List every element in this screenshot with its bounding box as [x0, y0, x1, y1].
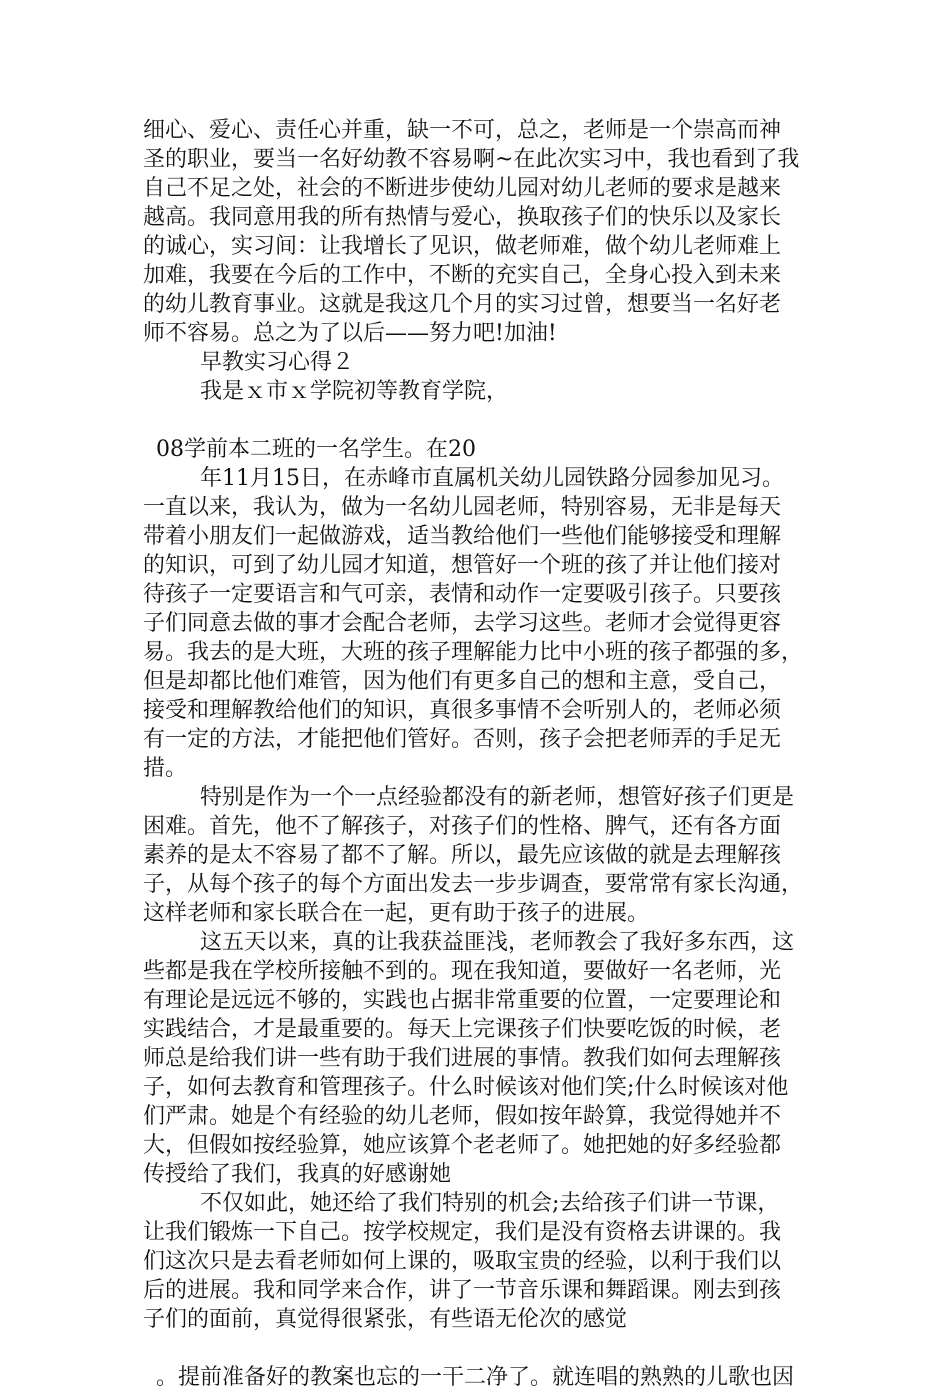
text-line: 的幼儿教育事业。这就是我这几个月的实习过曾，想要当一名好老: [143, 292, 782, 317]
text-line: 让我们锻炼一下自己。按学校规定，我们是没有资格去讲课的。我: [143, 1220, 782, 1245]
paragraph-5: [143, 1189, 823, 1334]
text-line: 细心、爱心、责任心并重，缺一不可，总之，老师是一个崇高而神: [143, 118, 782, 143]
blank-line: [143, 1334, 823, 1363]
text-line: 接受和理解教给他们的知识，真很多事情不会听别人的，老师必须: [143, 698, 782, 723]
text-line: 越高。我同意用我的所有热情与爱心，换取孩子们的快乐以及家长: [143, 205, 782, 230]
paragraph-4: [143, 928, 823, 1189]
text-line: 自己不足之处，社会的不断进步使幼儿园对幼儿老师的要求是越来: [143, 176, 782, 201]
text-line: 们严肃。她是个有经验的幼儿老师，假如按年龄算，我觉得她并不: [143, 1104, 782, 1129]
text-line: 些都是我在学校所接触不到的。现在我知道，要做好一名老师，光: [143, 959, 782, 984]
final-line: 。提前准备好的教案也忘的一干二净了。就连唱的熟熟的儿歌也因: [156, 1365, 795, 1390]
text-line: 一直以来，我认为，做为一名幼儿园老师，特别容易，无非是每天: [143, 495, 782, 520]
paragraph-1: [143, 116, 823, 348]
text-line: 师总是给我们讲一些有助于我们进展的事情。教我们如何去理解孩: [143, 1046, 782, 1071]
text-line: 的知识，可到了幼儿园才知道，想管好一个班的孩了并让他们接对: [143, 553, 782, 578]
text-line: 待孩子一定要语言和气可亲，表情和动作一定要吸引孩子。只要孩: [143, 582, 782, 607]
text-line: 这五天以来，真的让我获益匪浅，老师教会了我好多东西，这: [200, 930, 795, 955]
text-line: 们这次只是去看老师如何上课的，吸取宝贵的经验，以利于我们以: [143, 1249, 782, 1274]
text-line: 有一定的方法，才能把他们管好。否则，孩子会把老师弄的手足无: [143, 727, 782, 752]
text-line: 传授给了我们，我真的好感谢她: [143, 1162, 452, 1187]
intro-line: 我是ｘ市ｘ学院初等教育学院，: [200, 379, 509, 404]
blank-line: [143, 406, 823, 435]
text-line: 子们同意去做的事才会配合老师，去学习这些。老师才会觉得更容: [143, 611, 782, 636]
text-line: 但是却都比他们难管，因为他们有更多自己的想和主意，受自己，: [143, 669, 782, 694]
paragraph-2: [143, 464, 823, 783]
text-line: 后的进展。我和同学来合作，讲了一节音乐课和舞蹈课。刚去到孩: [143, 1278, 782, 1303]
text-line: 加难，我要在今后的工作中，不断的充实自己，全身心投入到未来: [143, 263, 782, 288]
text-line: 年11月15日，在赤峰市直属机关幼儿园铁路分园参加见习。: [200, 466, 784, 491]
text-line: 子们的面前，真觉得很紧张，有些语无伦次的感觉: [143, 1307, 628, 1332]
text-line: 有理论是远远不够的，实践也占据非常重要的位置，一定要理论和: [143, 988, 782, 1013]
text-line: 素养的是太不容易了都不了解。所以，最先应该做的就是去理解孩: [143, 843, 782, 868]
text-line: 带着小朋友们一起做游戏，适当教给他们一些他们能够接受和理解: [143, 524, 782, 549]
text-line: 师不容易。总之为了以后——努力吧!加油!: [143, 321, 557, 346]
text-line: 易。我去的是大班，大班的孩子理解能力比中小班的孩子都强的多，: [143, 640, 804, 665]
text-line: 这样老师和家长联合在一起，更有助于孩子的进展。: [143, 901, 650, 926]
class-line: 08学前本二班的一名学生。在20: [156, 437, 476, 462]
text-line: 实践结合，才是最重要的。每天上完课孩子们快要吃饭的时候，老: [143, 1017, 782, 1042]
text-line: 大，但假如按经验算，她应该算个老老师了。她把她的好多经验都: [143, 1133, 782, 1158]
text-line: 不仅如此，她还给了我们特别的机会;去给孩子们讲一节课，: [200, 1191, 780, 1216]
paragraph-3: [143, 783, 823, 928]
document-body: [143, 116, 823, 1392]
text-line: 子，从每个孩子的每个方面出发去一步步调查，要常常有家长沟通，: [143, 872, 804, 897]
text-line: 子，如何去教育和管理孩子。什么时候该对他们笑;什么时候该对他: [143, 1075, 789, 1100]
text-line: 措。: [143, 756, 188, 781]
text-line: 圣的职业，要当一名好幼教不容易啊~在此次实习中，我也看到了我: [143, 147, 800, 172]
text-line: 困难。首先，他不了解孩子，对孩子们的性格、脾气，还有各方面: [143, 814, 782, 839]
section-heading: 早教实习心得２: [200, 350, 355, 375]
text-line: 特别是作为一个一点经验都没有的新老师，想管好孩子们更是: [200, 785, 795, 810]
text-line: 的诚心，实习间：让我增长了见识，做老师难，做个幼儿老师难上: [143, 234, 782, 259]
